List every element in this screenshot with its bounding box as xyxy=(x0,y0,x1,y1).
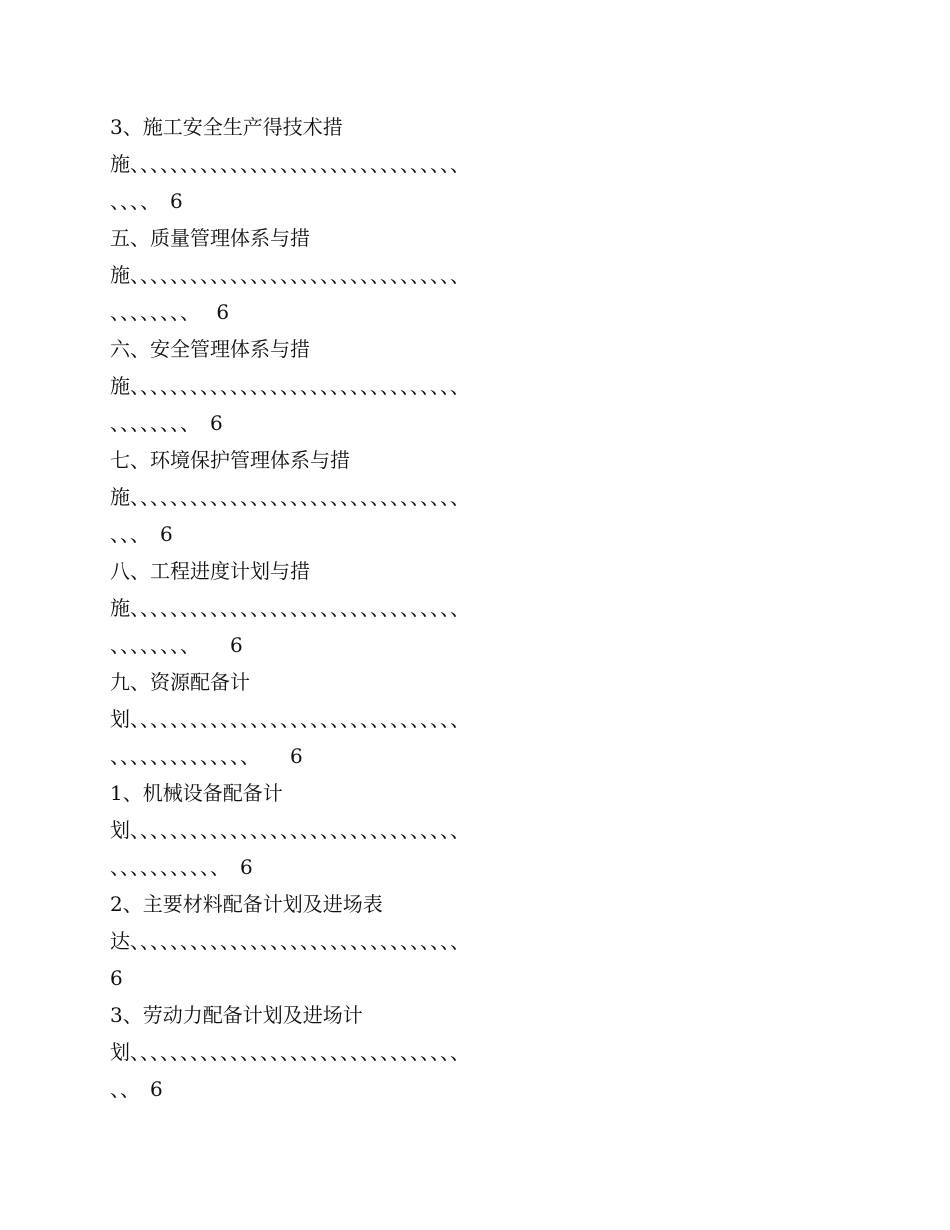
toc-line: 3、劳动力配备计划及进场计 xyxy=(110,1003,363,1027)
toc-line: 、、、 6 xyxy=(110,522,173,546)
toc-line: 、、、、、、、、、、、 6 xyxy=(110,855,253,879)
toc-line: 1、机械设备配备计 xyxy=(110,781,283,805)
toc-line: 八、工程进度计划与措 xyxy=(110,559,310,583)
toc-line: 施、、、、、、、、、、、、、、、、、、、、、、、、、、、、、、、、、 xyxy=(110,485,470,509)
toc-line: 、、 6 xyxy=(110,1077,163,1101)
toc-line: 划、、、、、、、、、、、、、、、、、、、、、、、、、、、、、、、、、 xyxy=(110,1040,470,1064)
toc-line: 五、质量管理体系与措 xyxy=(110,226,310,250)
toc-line: 七、环境保护管理体系与措 xyxy=(110,448,350,472)
toc-line: 3、施工安全生产得技术措 xyxy=(110,115,343,139)
toc-line: 九、资源配备计 xyxy=(110,670,250,694)
toc-line: 六、安全管理体系与措 xyxy=(110,337,310,361)
toc-line: 达、、、、、、、、、、、、、、、、、、、、、、、、、、、、、、、、、 xyxy=(110,929,470,953)
toc-line: 施、、、、、、、、、、、、、、、、、、、、、、、、、、、、、、、、、 xyxy=(110,263,470,287)
toc-line: 施、、、、、、、、、、、、、、、、、、、、、、、、、、、、、、、、、 xyxy=(110,596,470,620)
toc-line: 、、、、、、、、 6 xyxy=(110,411,223,435)
toc-line: 、、、、、、、、 6 xyxy=(110,633,243,657)
toc-line: 划、、、、、、、、、、、、、、、、、、、、、、、、、、、、、、、、、 xyxy=(110,707,470,731)
toc-line: 6 xyxy=(110,966,123,990)
toc-line: 、、、、、、、、、、、、、、 6 xyxy=(110,744,303,768)
toc-line: 划、、、、、、、、、、、、、、、、、、、、、、、、、、、、、、、、、 xyxy=(110,818,470,842)
toc-line: 、、、、 6 xyxy=(110,189,183,213)
toc-line: 施、、、、、、、、、、、、、、、、、、、、、、、、、、、、、、、、、 xyxy=(110,152,470,176)
toc-line: 施、、、、、、、、、、、、、、、、、、、、、、、、、、、、、、、、、 xyxy=(110,374,470,398)
table-of-contents xyxy=(110,109,830,1108)
toc-line: 、、、、、、、、 6 xyxy=(110,300,230,324)
toc-line: 2、主要材料配备计划及进场表 xyxy=(110,892,383,916)
